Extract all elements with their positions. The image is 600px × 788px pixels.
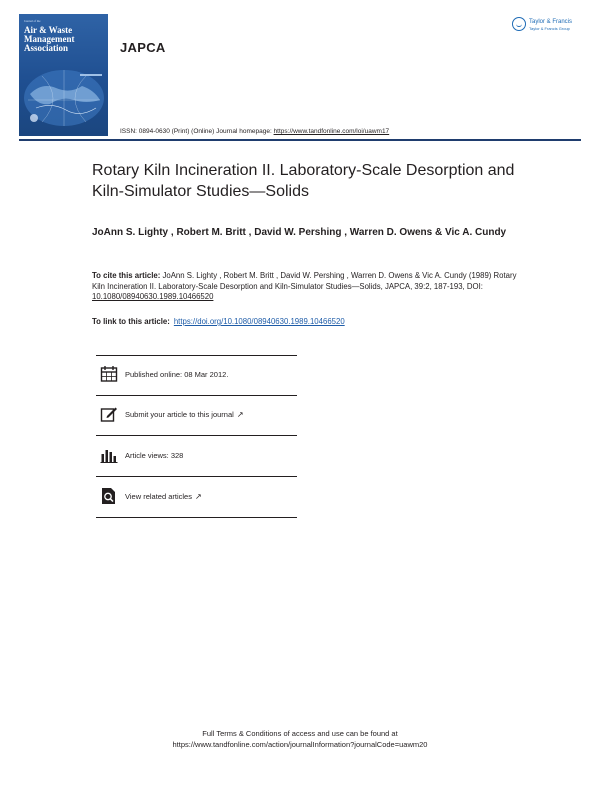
published-date: Published online: 08 Mar 2012. xyxy=(125,370,229,379)
cover-bar xyxy=(80,74,102,76)
views-row xyxy=(96,437,297,477)
publisher-logo-text: Taylor & Francis xyxy=(529,19,573,25)
related-articles-link[interactable] xyxy=(125,492,202,501)
issn-text: ISSN: 0894-0630 (Print) (Online) Journal homepage: xyxy=(120,128,272,135)
cite-label: To cite this article: xyxy=(92,271,161,280)
issn-line xyxy=(120,128,389,135)
citation-block xyxy=(92,271,522,303)
submit-article-link[interactable] xyxy=(125,410,244,419)
article-title: Rotary Kiln Incineration II. Laboratory-Scale Desorption and Kiln-Simulator Studies—Solids xyxy=(92,162,515,200)
cite-text: JoAnn S. Lighty , Robert M. Britt , David W. Pershing , Warren D. Owens & Vic A. Cundy (1989) Rotary Kiln Incineration II. Laboratory-Scale Desorption and Kiln-Simulator Studies—Solids, JAPCA, 39:2, 187-193, DOI: xyxy=(92,271,517,291)
article-views: Article views: 328 xyxy=(125,451,184,460)
document-search-icon xyxy=(100,487,118,505)
journal-name: JAPCA xyxy=(120,40,166,55)
submit-article-label: Submit your article to this journal xyxy=(125,410,234,419)
edit-icon xyxy=(100,405,118,423)
doi-url-link[interactable]: https://doi.org/10.1080/08940630.1989.10466520 xyxy=(173,317,345,326)
footer-line: Full Terms & Conditions of access and use can be found at xyxy=(202,729,398,738)
link-label: To link to this article: xyxy=(92,317,170,326)
header-divider xyxy=(19,139,581,141)
link-to-article xyxy=(92,317,345,326)
calendar-icon xyxy=(100,365,118,383)
publisher-logo-sub: Taylor & Francis Group xyxy=(529,26,570,31)
cover-title-line: Air & Waste xyxy=(24,25,73,35)
publisher-logo[interactable] xyxy=(512,17,582,37)
published-row xyxy=(96,355,297,396)
related-articles-label: View related articles xyxy=(125,492,192,501)
journal-cover-image xyxy=(19,14,108,136)
cover-title xyxy=(24,26,104,53)
related-row[interactable] xyxy=(96,478,297,518)
bar-chart-icon xyxy=(100,446,118,464)
footer-terms-link[interactable]: https://www.tandfonline.com/action/journalInformation?journalCode=uawm20 xyxy=(172,740,428,749)
journal-homepage-link[interactable]: https://www.tandfonline.com/loi/uawm17 xyxy=(273,128,390,135)
cite-doi-link[interactable]: 10.1080/08940630.1989.10466520 xyxy=(92,292,214,301)
footer-terms xyxy=(100,728,500,750)
publisher-logo-icon xyxy=(512,17,526,31)
submit-row[interactable] xyxy=(96,396,297,436)
cover-title-line: Association xyxy=(24,43,69,53)
article-authors: JoAnn S. Lighty , Robert M. Britt , David W. Pershing , Warren D. Owens & Vic A. Cundy xyxy=(92,227,507,238)
external-link-icon: ↗ xyxy=(194,492,202,501)
cover-title-line: Management xyxy=(24,34,75,44)
cover-kicker: Journal of the xyxy=(24,19,41,23)
external-link-icon: ↗ xyxy=(236,410,244,419)
